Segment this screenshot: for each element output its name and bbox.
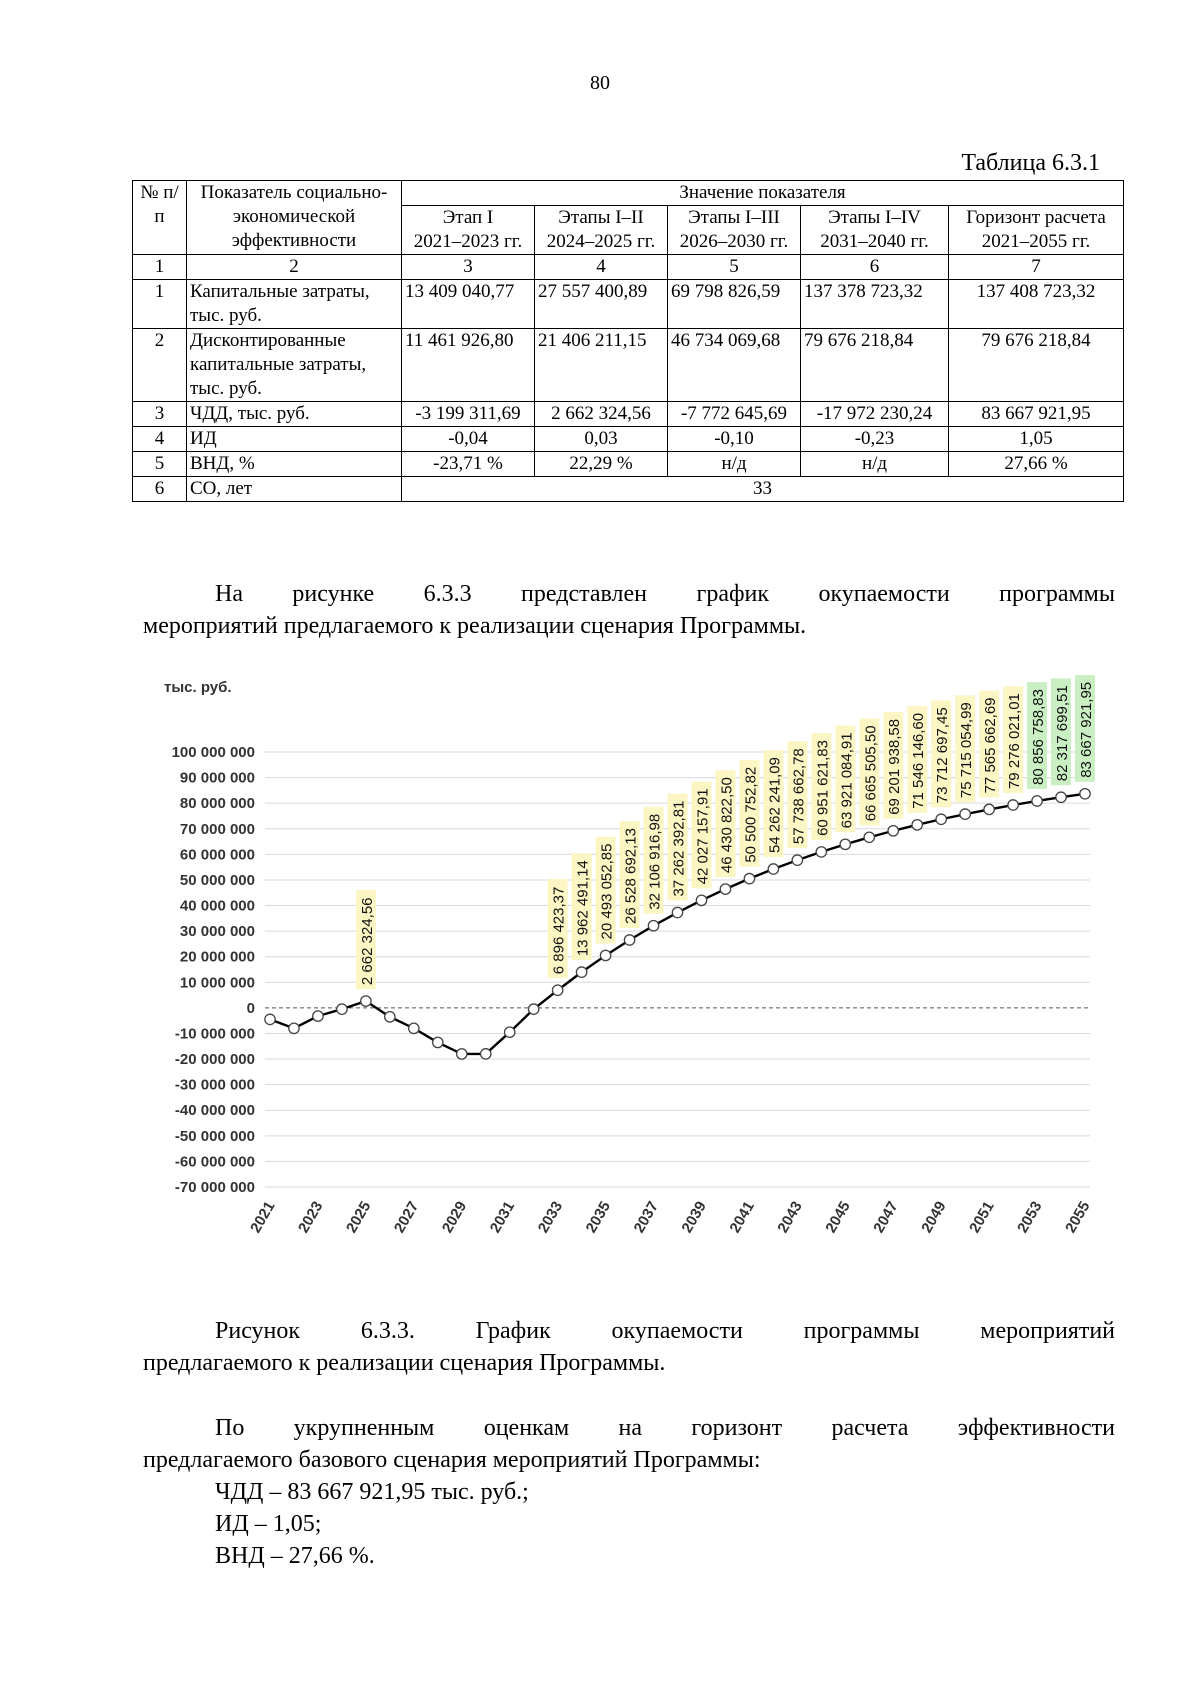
row-num: 4 xyxy=(133,427,187,452)
x-tick-label: 2055 xyxy=(1062,1198,1094,1236)
data-label xyxy=(907,706,927,813)
x-tick-label: 2031 xyxy=(486,1198,519,1236)
intro-line-1: На рисунке 6.3.3 представлен график окупаемости программы xyxy=(215,581,1115,607)
caption-line-2: предлагаемого к реализации сценария Программы. xyxy=(143,1350,666,1376)
data-label xyxy=(620,821,640,928)
column-numbers-row xyxy=(133,255,1124,280)
data-point xyxy=(505,1027,515,1037)
row-value: 79 676 218,84 xyxy=(801,329,949,402)
data-point xyxy=(912,820,922,830)
data-label-text: 77 565 662,69 xyxy=(982,697,1000,794)
data-point xyxy=(409,1023,419,1033)
row-indicator: ИД xyxy=(187,427,402,452)
y-tick-label: 100 000 000 xyxy=(171,744,255,761)
data-label xyxy=(596,837,616,944)
row-indicator: ВНД, % xyxy=(187,452,402,477)
x-tick-label: 2023 xyxy=(294,1198,327,1236)
data-label xyxy=(739,760,759,867)
x-tick-label: 2047 xyxy=(870,1198,902,1236)
indicators-table xyxy=(132,180,1124,502)
data-point xyxy=(840,839,850,849)
data-label-text: 32 106 916,98 xyxy=(646,813,664,910)
table-row xyxy=(133,329,1124,402)
y-tick-label: -60 000 000 xyxy=(174,1153,255,1171)
data-label-text: 13 962 491,14 xyxy=(574,860,592,957)
data-label xyxy=(356,890,376,989)
x-tick-label: 2043 xyxy=(774,1198,806,1236)
data-point xyxy=(385,1012,395,1022)
row-value: н/д xyxy=(801,452,949,477)
y-tick-label: 0 xyxy=(246,999,255,1017)
intro-line-2: мероприятий предлагаемого к реализации сценария Программы. xyxy=(143,613,807,639)
data-point xyxy=(648,921,658,931)
x-tick-label: 2029 xyxy=(438,1198,471,1236)
data-point xyxy=(361,996,371,1006)
data-labels xyxy=(356,675,1095,989)
row-indicator: Дисконтированные капитальные затраты, тыс. руб. xyxy=(187,329,402,402)
header-stage: Горизонт расчета 2021–2055 гг. xyxy=(949,206,1124,255)
row-value: 27,66 % xyxy=(949,452,1124,477)
row-merged-value: 33 xyxy=(402,477,1124,502)
column-number: 1 xyxy=(133,255,187,280)
y-tick-label: -40 000 000 xyxy=(174,1102,255,1120)
data-label-text: 71 546 146,60 xyxy=(910,712,928,809)
row-value: 137 408 723,32 xyxy=(949,280,1124,329)
y-tick-label: 30 000 000 xyxy=(179,923,255,941)
header-stage: Этапы I–IV 2031–2040 гг. xyxy=(801,206,949,255)
data-point xyxy=(720,884,730,894)
data-point xyxy=(888,826,898,836)
data-label xyxy=(835,726,855,833)
row-num: 5 xyxy=(133,452,187,477)
data-label-text: 75 715 054,99 xyxy=(958,702,976,799)
data-label-text: 73 712 697,45 xyxy=(934,707,952,804)
data-label-text: 80 856 758,83 xyxy=(1030,689,1048,785)
data-point xyxy=(265,1014,275,1024)
x-tick-label: 2025 xyxy=(342,1198,375,1236)
y-tick-label: 40 000 000 xyxy=(179,897,255,915)
row-value: 79 676 218,84 xyxy=(949,329,1124,402)
data-point xyxy=(1008,800,1018,810)
data-point xyxy=(337,1004,347,1014)
y-tick-label: -20 000 000 xyxy=(174,1051,255,1069)
row-num: 3 xyxy=(133,402,187,427)
table-row xyxy=(133,402,1124,427)
row-value: 1,05 xyxy=(949,427,1124,452)
row-value: -3 199 311,69 xyxy=(402,402,535,427)
data-label-text: 46 430 822,50 xyxy=(718,777,736,874)
data-point xyxy=(1056,792,1066,802)
data-label-text: 6 896 423,37 xyxy=(550,886,568,975)
y-tick-label: 10 000 000 xyxy=(179,974,255,992)
row-indicator: Капитальные затраты, тыс. руб. xyxy=(187,280,402,329)
header-value-group: Значение показателя xyxy=(402,181,1124,206)
column-number: 4 xyxy=(535,255,668,280)
summary-item-pi: ИД – 1,05; xyxy=(215,1511,322,1537)
page-number: 80 xyxy=(590,72,610,94)
summary-line-2: предлагаемого базового сценария мероприятий Программы: xyxy=(143,1447,761,1473)
table-row xyxy=(133,280,1124,329)
x-tick-label: 2041 xyxy=(726,1198,758,1236)
data-label xyxy=(787,741,807,848)
data-point xyxy=(289,1023,299,1033)
data-label xyxy=(572,853,592,960)
row-value: 137 378 723,32 xyxy=(801,280,949,329)
data-point xyxy=(313,1011,323,1021)
data-label xyxy=(883,712,903,819)
data-point xyxy=(792,855,802,865)
row-value: н/д xyxy=(668,452,801,477)
summary-item-npv: ЧДД – 83 667 921,95 тыс. руб.; xyxy=(215,1479,529,1505)
x-tick-label: 2051 xyxy=(966,1198,998,1236)
row-value: 2 662 324,56 xyxy=(535,402,668,427)
data-label xyxy=(955,695,975,802)
x-tick-label: 2039 xyxy=(678,1198,710,1236)
data-point xyxy=(1080,789,1090,799)
row-value: -0,23 xyxy=(801,427,949,452)
summary-paragraph xyxy=(143,1412,1115,1476)
table-header-row xyxy=(133,181,1124,206)
row-value: 11 461 926,80 xyxy=(402,329,535,402)
data-label-text: 37 262 392,81 xyxy=(670,800,688,897)
data-label-text: 69 201 938,58 xyxy=(886,718,904,815)
header-stage: Этапы I–III 2026–2030 гг. xyxy=(668,206,801,255)
row-num: 1 xyxy=(133,280,187,329)
row-value: -23,71 % xyxy=(402,452,535,477)
x-tick-label: 2035 xyxy=(582,1198,615,1236)
x-tick-label: 2021 xyxy=(247,1198,279,1236)
header-stage: Этапы I–II 2024–2025 гг. xyxy=(535,206,668,255)
data-label xyxy=(811,733,831,840)
data-label xyxy=(979,691,999,798)
table-title: Таблица 6.3.1 xyxy=(961,150,1100,176)
intro-paragraph xyxy=(143,578,1115,642)
payback-chart xyxy=(140,672,1100,1312)
y-tick-label: 80 000 000 xyxy=(179,795,255,813)
data-point xyxy=(433,1037,443,1047)
data-point xyxy=(1032,796,1042,806)
column-number: 5 xyxy=(668,255,801,280)
figure-caption xyxy=(143,1315,1115,1379)
data-point xyxy=(816,847,826,857)
row-num: 2 xyxy=(133,329,187,402)
row-indicator: СО, лет xyxy=(187,477,402,502)
data-label xyxy=(931,700,951,807)
table-row xyxy=(133,427,1124,452)
data-label-text: 20 493 052,85 xyxy=(598,843,616,940)
data-label-text: 57 738 662,78 xyxy=(790,748,808,845)
data-label xyxy=(644,807,664,914)
data-label-text: 83 667 921,95 xyxy=(1078,681,1095,778)
row-num: 6 xyxy=(133,477,187,502)
data-point xyxy=(936,814,946,824)
data-label xyxy=(1051,678,1071,785)
data-point xyxy=(552,985,562,995)
data-point xyxy=(624,935,634,945)
y-tick-label: -50 000 000 xyxy=(174,1127,255,1145)
data-label xyxy=(763,750,783,857)
summary-line-1: По укрупненным оценкам на горизонт расчета эффективности xyxy=(215,1415,1115,1441)
x-axis-ticks xyxy=(247,1199,1093,1236)
data-label xyxy=(548,879,568,978)
x-tick-label: 2033 xyxy=(534,1198,567,1236)
y-axis-ticks xyxy=(172,744,255,1196)
x-tick-label: 2027 xyxy=(390,1198,423,1236)
caption-line-1: Рисунок 6.3.3. График окупаемости программы мероприятий xyxy=(215,1318,1115,1344)
row-value: 13 409 040,77 xyxy=(402,280,535,329)
y-tick-label: -70 000 000 xyxy=(174,1179,255,1196)
row-value: -0,04 xyxy=(402,427,535,452)
row-value: 22,29 % xyxy=(535,452,668,477)
column-number: 2 xyxy=(187,255,402,280)
y-tick-label: -10 000 000 xyxy=(174,1025,255,1043)
y-tick-label: 70 000 000 xyxy=(179,820,255,838)
x-tick-label: 2053 xyxy=(1014,1198,1046,1236)
data-point xyxy=(744,873,754,883)
data-label-text: 2 662 324,56 xyxy=(358,897,376,986)
row-value: 69 798 826,59 xyxy=(668,280,801,329)
data-label xyxy=(715,770,735,877)
header-num: № п/п xyxy=(133,181,187,255)
data-point xyxy=(457,1049,467,1059)
row-value: 46 734 069,68 xyxy=(668,329,801,402)
row-indicator: ЧДД, тыс. руб. xyxy=(187,402,402,427)
y-tick-label: 50 000 000 xyxy=(179,871,255,889)
data-point xyxy=(768,864,778,874)
header-stage: Этап I 2021–2023 гг. xyxy=(402,206,535,255)
data-label-text: 26 528 692,13 xyxy=(622,828,640,925)
data-label-text: 63 921 084,91 xyxy=(838,732,856,829)
data-label xyxy=(1027,682,1047,789)
data-label-text: 54 262 241,09 xyxy=(766,757,784,854)
row-value: 21 406 211,15 xyxy=(535,329,668,402)
row-value: -0,10 xyxy=(668,427,801,452)
row-value: 0,03 xyxy=(535,427,668,452)
table-row xyxy=(133,452,1124,477)
data-label xyxy=(668,794,688,901)
data-point xyxy=(864,832,874,842)
data-point xyxy=(696,895,706,905)
y-tick-label: 60 000 000 xyxy=(179,846,255,864)
table-row xyxy=(133,477,1124,502)
data-label-text: 82 317 699,51 xyxy=(1054,685,1072,782)
data-label xyxy=(859,718,879,825)
header-indicator: Показатель социально-экономической эффективности xyxy=(187,181,402,255)
x-tick-label: 2049 xyxy=(918,1198,950,1236)
data-label xyxy=(691,782,711,889)
x-tick-label: 2037 xyxy=(630,1198,662,1236)
data-label-text: 79 276 021,01 xyxy=(1006,693,1024,790)
data-point xyxy=(672,907,682,917)
data-label-text: 60 951 621,83 xyxy=(814,739,832,836)
data-label xyxy=(1003,686,1023,793)
row-value: 27 557 400,89 xyxy=(535,280,668,329)
summary-item-irr: ВНД – 27,66 %. xyxy=(215,1543,375,1569)
column-number: 6 xyxy=(801,255,949,280)
data-label-text: 50 500 752,82 xyxy=(742,766,760,863)
data-label xyxy=(1075,675,1095,782)
x-tick-label: 2045 xyxy=(822,1198,854,1236)
data-point xyxy=(600,950,610,960)
data-label-text: 66 665 505,50 xyxy=(862,725,880,822)
y-tick-label: 90 000 000 xyxy=(179,769,255,787)
y-axis-label: тыс. руб. xyxy=(164,679,232,696)
row-value: -7 772 645,69 xyxy=(668,402,801,427)
y-tick-label: -30 000 000 xyxy=(174,1076,255,1094)
data-label-text: 42 027 157,91 xyxy=(694,788,712,885)
row-value: 83 667 921,95 xyxy=(949,402,1124,427)
data-point xyxy=(960,809,970,819)
column-number: 3 xyxy=(402,255,535,280)
data-point xyxy=(984,804,994,814)
row-value: -17 972 230,24 xyxy=(801,402,949,427)
data-point xyxy=(481,1049,491,1059)
data-point xyxy=(576,967,586,977)
y-tick-label: 20 000 000 xyxy=(179,948,255,966)
column-number: 7 xyxy=(949,255,1124,280)
data-point xyxy=(528,1004,538,1014)
